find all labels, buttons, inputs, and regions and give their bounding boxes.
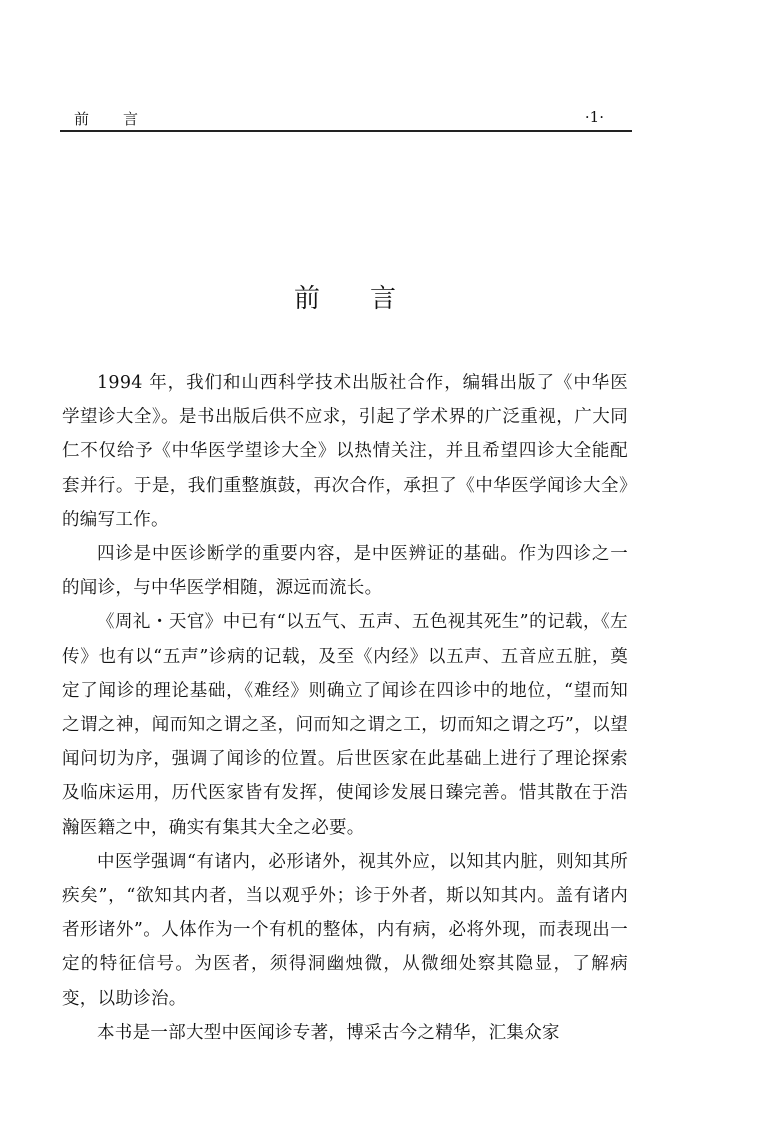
paragraph-2: 四诊是中医诊断学的重要内容，是中医辨证的基础。作为四诊之一的闻诊，与中华医学相随，源远而流长。 bbox=[62, 544, 628, 599]
preface-body bbox=[62, 366, 628, 1050]
chapter-title: 前言 bbox=[293, 284, 446, 314]
paragraph-4: 中医学强调“有诸内，必形诸外，视其外应，以知其内脏，则知其所疾矣”，“欲知其内者，当以观乎外；诊于外者，斯以知其内。盖有诸内者形诸外”。人体作为一个有机的整体，内有病，必将外现，而表现出一定的特征信号。为医者，须得洞幽烛微，从微细处察其隐显，了解病变，以助诊治。 bbox=[62, 851, 628, 1009]
running-header bbox=[60, 104, 632, 132]
running-title: 前言 bbox=[74, 110, 173, 128]
paragraph-1: 1994 年，我们和山西科学技术出版社合作，编辑出版了《中华医学望诊大全》。是书出版后供不应求，引起了学术界的广泛重视，广大同仁不仅给予《中华医学望诊大全》以热情关注，并且希望四诊大全能配套并行。于是，我们重整旗鼓，再次合作，承担了《中华医学闻诊大全》的编写工作。 bbox=[62, 373, 628, 530]
page-number: ·1· bbox=[584, 108, 604, 126]
paragraph-5: 本书是一部大型中医闻诊专著，博采古今之精华，汇集众家 bbox=[97, 1022, 560, 1043]
paragraph-3: 《周礼・天官》中已有“以五气、五声、五色视其死生”的记载，《左传》也有以“五声”诊病的记载，及至《内经》以五声、五音应五脏，奠定了闻诊的理论基础，《难经》则确立了闻诊在四诊中的地位，“望而知之谓之神，闻而知之谓之圣，问而知之谓之工，切而知之谓之巧”，以望闻问切为序，强调了闻诊的位置。后世医家在此基础上进行了理论探索及临床运用，历代医家皆有发挥，使闻诊发展日臻完善。惜其散在于浩瀚医籍之中，确实有集其大全之必要。 bbox=[62, 612, 628, 838]
